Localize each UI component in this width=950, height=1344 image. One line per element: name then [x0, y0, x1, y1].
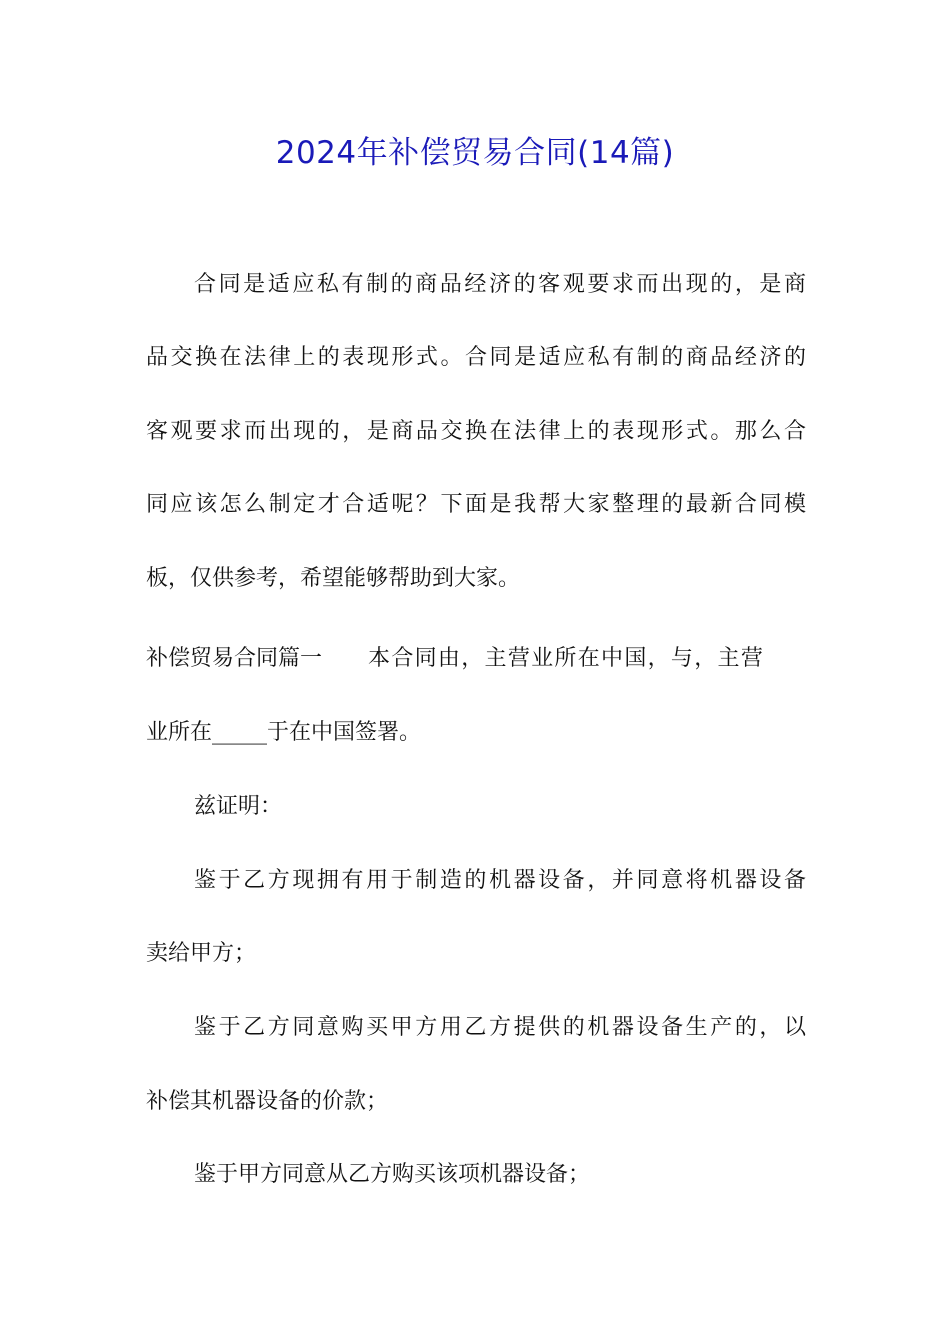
intro-line-1: 合同是适应私有制的商品经济的客观要求而出现的，是商	[194, 272, 806, 297]
clause-2-line-2: 补偿其机器设备的价款；	[146, 1089, 389, 1114]
document-title: 2024年补偿贸易合同(14篇)	[275, 135, 675, 171]
intro-line-2: 品交换在法律上的表现形式。合同是适应私有制的商品经济的	[146, 345, 806, 370]
section-heading: 补偿贸易合同篇一	[146, 646, 323, 671]
intro-line-5: 板，仅供参考，希望能够帮助到大家。	[146, 566, 521, 591]
witness-line: 兹证明：	[194, 794, 283, 819]
clause-2-line-1: 鉴于乙方同意购买甲方用乙方提供的机器设备生产的，以	[194, 1015, 806, 1040]
clause-1-line-1: 鉴于乙方现拥有用于制造的机器设备，并同意将机器设备	[194, 868, 806, 893]
clause-3-line-1: 鉴于甲方同意从乙方购买该项机器设备；	[194, 1162, 591, 1187]
intro-line-3: 客观要求而出现的，是商品交换在法律上的表现形式。那么合	[146, 419, 806, 444]
clause-1-line-2: 卖给甲方；	[146, 941, 257, 966]
section-line-1-text: 本合同由，主营业所在中国，与，主营	[368, 646, 765, 671]
section-line-1	[146, 639, 806, 679]
intro-line-4: 同应该怎么制定才合适呢？下面是我帮大家整理的最新合同模	[146, 492, 806, 517]
section-line-2: 业所在_____于在中国签署。	[146, 720, 422, 745]
